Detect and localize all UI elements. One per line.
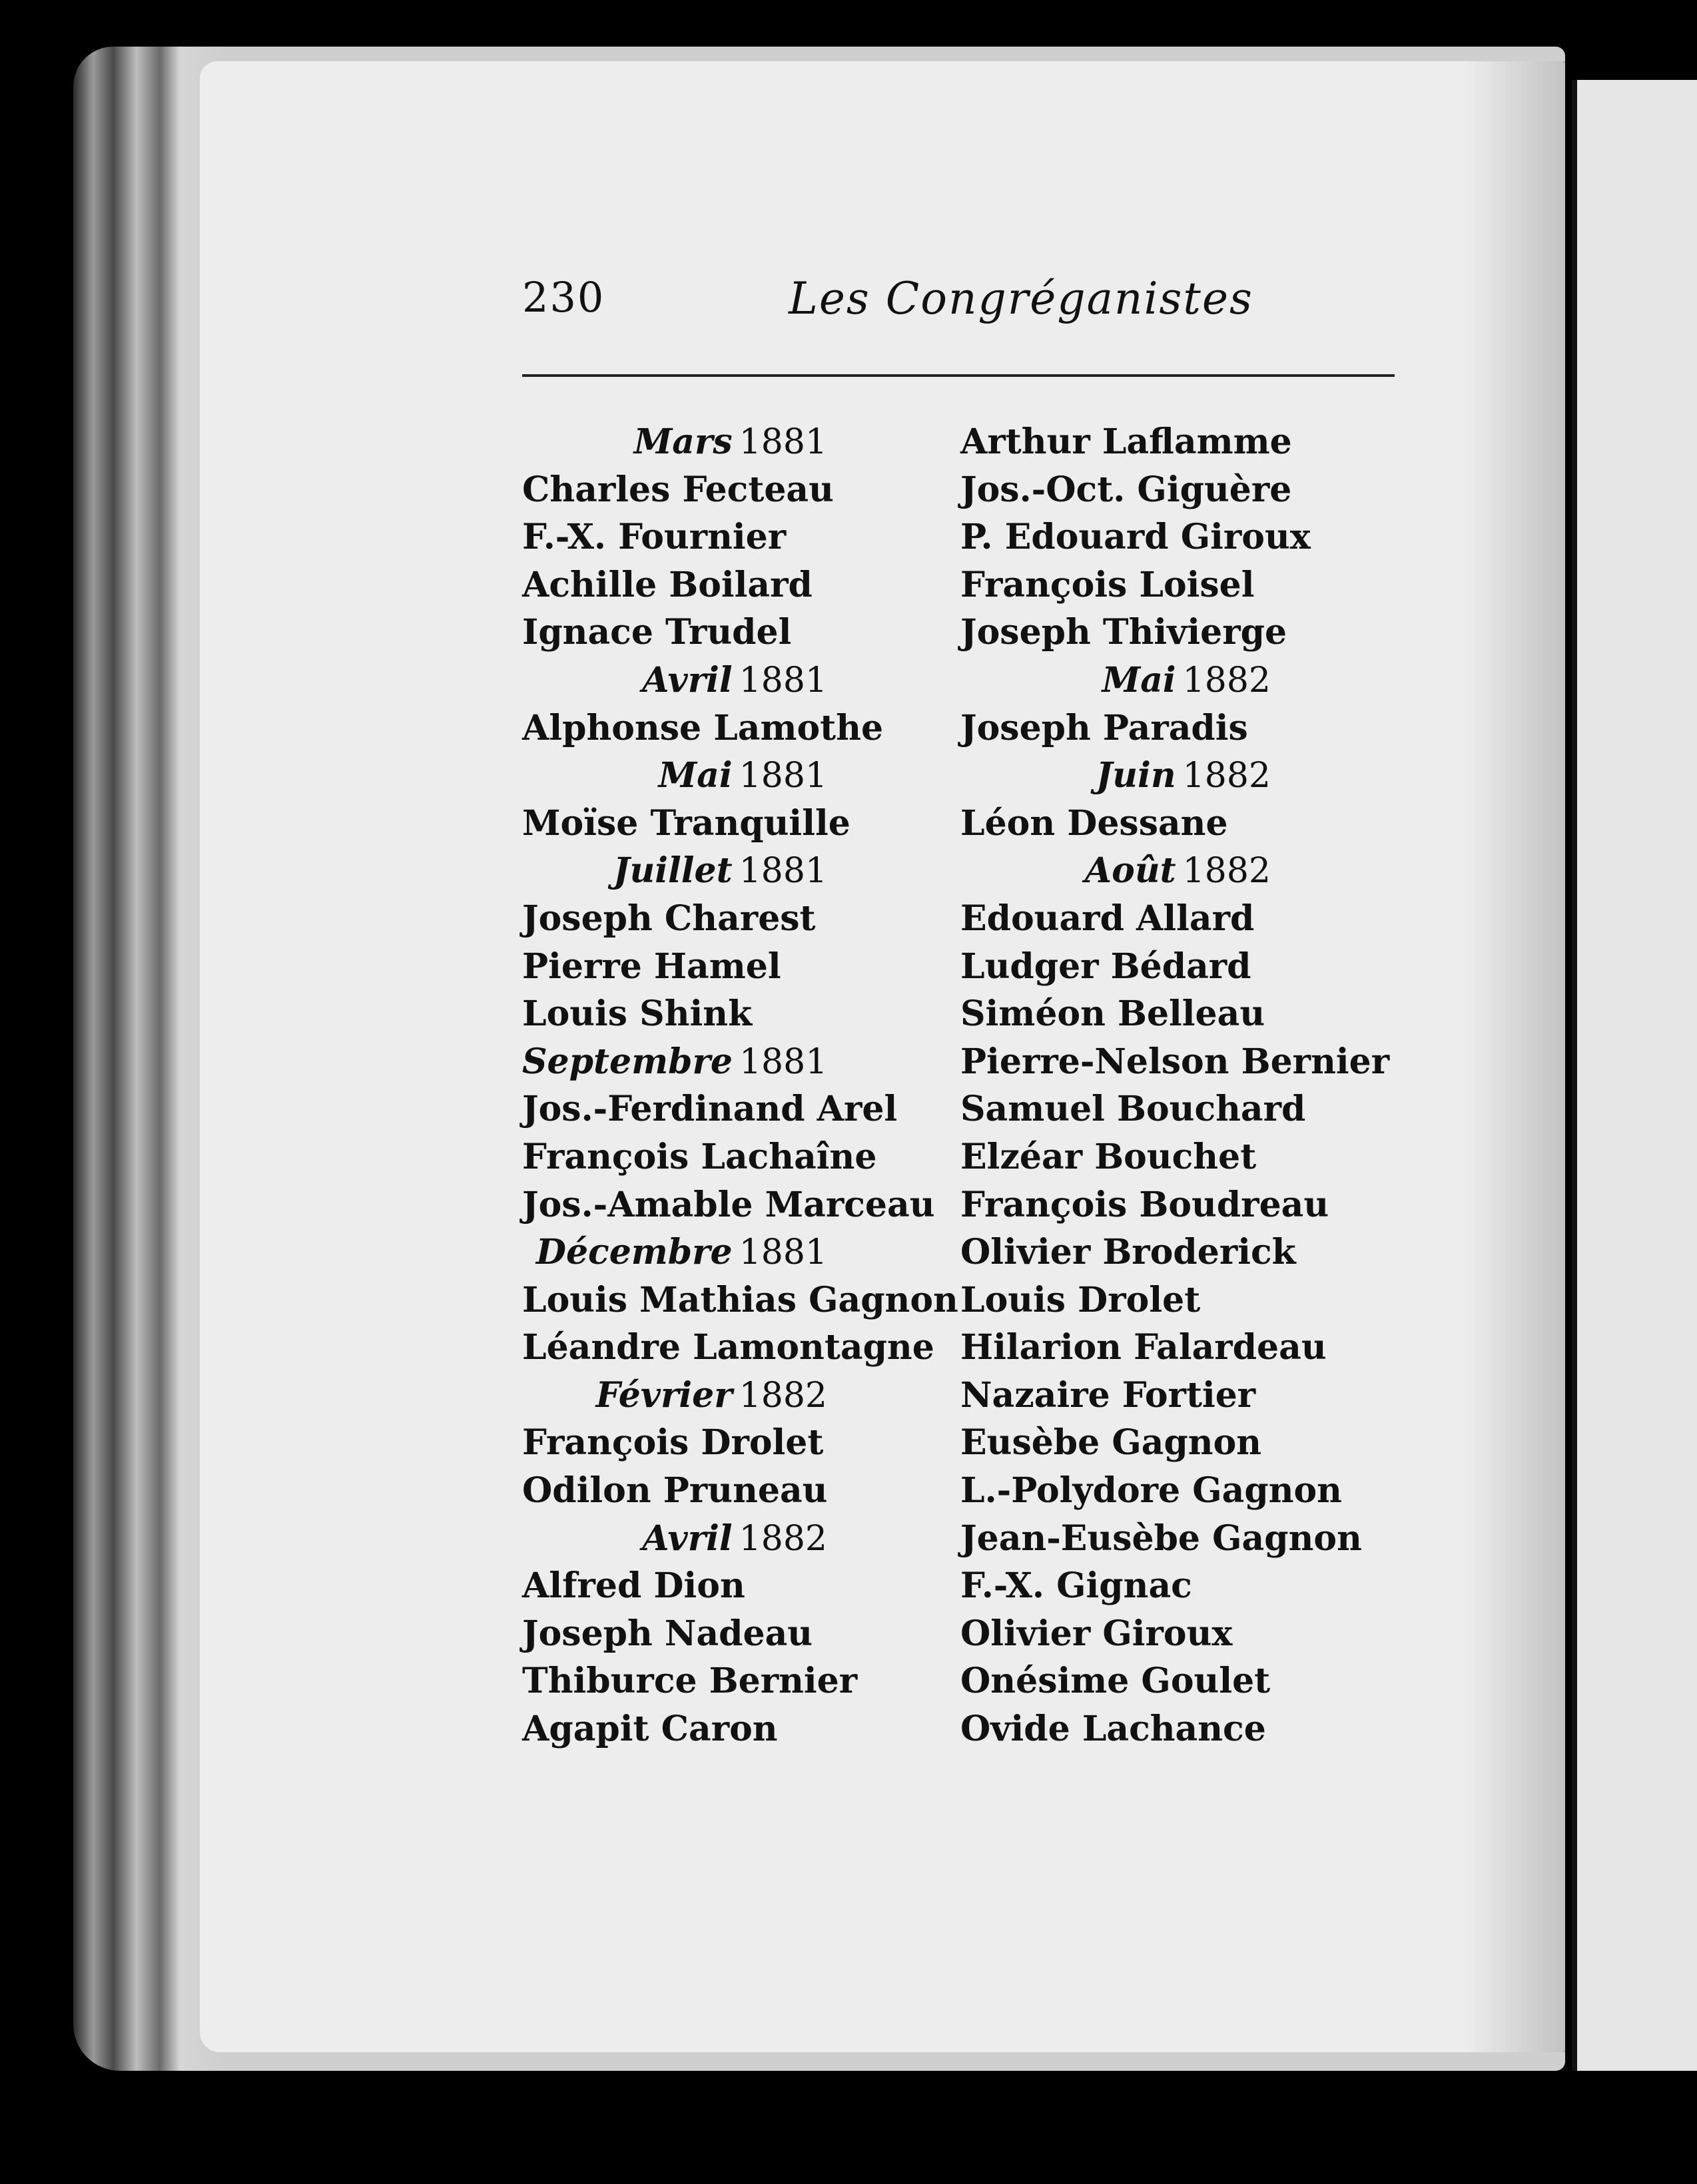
month-label: Mai	[658, 755, 733, 796]
year-label: 1881	[739, 660, 827, 700]
month-label: Juin	[1096, 755, 1176, 796]
name-entry: Hilarion Falardeau	[960, 1327, 1327, 1368]
running-title: Les Congréganistes	[789, 273, 1253, 324]
name-entry: Ludger Bédard	[960, 946, 1251, 987]
year-label: 1882	[1182, 851, 1271, 892]
name-entry: Léandre Lamontagne	[522, 1327, 934, 1368]
facing-page-edge	[1572, 80, 1697, 2071]
year-label: 1882	[739, 1518, 827, 1559]
year-label: 1881	[739, 756, 827, 796]
date-heading	[522, 418, 948, 466]
page-number: 230	[522, 273, 605, 322]
name-entry: F.-X. Fournier	[522, 517, 787, 558]
name-entry: Nazaire Fortier	[960, 1374, 1256, 1416]
date-heading	[522, 1038, 948, 1086]
name-entry: L.-Polydore Gagnon	[960, 1470, 1342, 1511]
name-entry: Joseph Thivierge	[960, 612, 1287, 653]
name-entry: Arthur Laflamme	[960, 421, 1292, 462]
name-entry: Jean-Eusèbe Gagnon	[960, 1517, 1362, 1559]
date-heading	[522, 752, 948, 800]
month-label: Avril	[642, 659, 733, 700]
name-entry: Moïse Tranquille	[522, 802, 850, 844]
right-column	[960, 418, 1400, 1753]
month-label: Février	[595, 1374, 733, 1416]
name-entry: Jos.-Amable Marceau	[522, 1184, 935, 1225]
name-entry: Eusèbe Gagnon	[960, 1422, 1262, 1464]
month-label: Juillet	[613, 850, 733, 892]
year-label: 1882	[1182, 756, 1271, 796]
name-entry: Joseph Paradis	[960, 707, 1248, 748]
name-entry: Jos.-Oct. Giguère	[960, 469, 1292, 510]
date-heading	[522, 1515, 948, 1563]
month-label: Août	[1084, 850, 1176, 892]
date-heading	[522, 657, 948, 704]
name-entry: Odilon Pruneau	[522, 1470, 828, 1511]
date-heading	[960, 752, 1400, 800]
name-entry: Louis Drolet	[960, 1279, 1201, 1320]
name-entry: François Drolet	[522, 1422, 824, 1464]
date-heading	[960, 657, 1400, 704]
month-label: Décembre	[535, 1232, 733, 1273]
date-heading	[522, 847, 948, 895]
name-entry: Elzéar Bouchet	[960, 1136, 1257, 1177]
date-heading	[522, 1372, 948, 1420]
month-label: Mars	[633, 421, 733, 462]
name-entry: Louis Mathias Gagnon	[522, 1279, 958, 1320]
year-label: 1881	[739, 1232, 827, 1273]
year-label: 1881	[739, 1041, 828, 1082]
month-label: Mai	[1102, 659, 1176, 700]
name-entry: Agapit Caron	[522, 1709, 778, 1750]
date-heading	[960, 847, 1400, 895]
year-label: 1882	[739, 1375, 827, 1416]
name-entry: Alphonse Lamothe	[522, 707, 884, 748]
name-entry: Siméon Belleau	[960, 993, 1265, 1035]
name-entry: Louis Shink	[522, 993, 753, 1035]
month-label: Septembre	[522, 1041, 733, 1082]
name-entry: Achille Boilard	[522, 564, 813, 605]
name-entry: Ignace Trudel	[522, 612, 792, 653]
name-entry: Léon Dessane	[960, 802, 1228, 844]
name-entry: Pierre Hamel	[522, 946, 781, 987]
name-entry: Edouard Allard	[960, 898, 1255, 939]
date-heading	[522, 1228, 948, 1276]
name-entry: Jos.-Ferdinand Arel	[522, 1089, 898, 1130]
year-label: 1882	[1182, 660, 1271, 700]
left-column	[522, 418, 958, 1753]
name-entry: Charles Fecteau	[522, 469, 834, 510]
name-entry: Olivier Broderick	[960, 1232, 1296, 1273]
name-entry: Joseph Charest	[522, 898, 816, 939]
name-entry: Pierre-Nelson Bernier	[960, 1041, 1390, 1082]
name-entry: Onésime Goulet	[960, 1661, 1271, 1702]
name-entry: Samuel Bouchard	[960, 1089, 1306, 1130]
name-entry: Thiburce Bernier	[522, 1661, 858, 1702]
name-entry: F.-X. Gignac	[960, 1565, 1192, 1607]
gutter-shadow	[1465, 61, 1565, 2052]
name-entry: Ovide Lachance	[960, 1709, 1266, 1750]
name-entry: François Loisel	[960, 564, 1255, 605]
year-label: 1881	[739, 422, 827, 462]
name-entry: P. Edouard Giroux	[960, 517, 1311, 558]
name-entry: Alfred Dion	[522, 1565, 745, 1607]
name-entry: François Lachaîne	[522, 1136, 877, 1177]
month-label: Avril	[642, 1517, 733, 1559]
year-label: 1881	[739, 851, 827, 892]
name-entry: Joseph Nadeau	[522, 1613, 813, 1654]
page-header	[522, 273, 1395, 340]
name-entry: François Boudreau	[960, 1184, 1329, 1225]
name-entry: Olivier Giroux	[960, 1613, 1233, 1654]
header-rule	[522, 374, 1395, 377]
